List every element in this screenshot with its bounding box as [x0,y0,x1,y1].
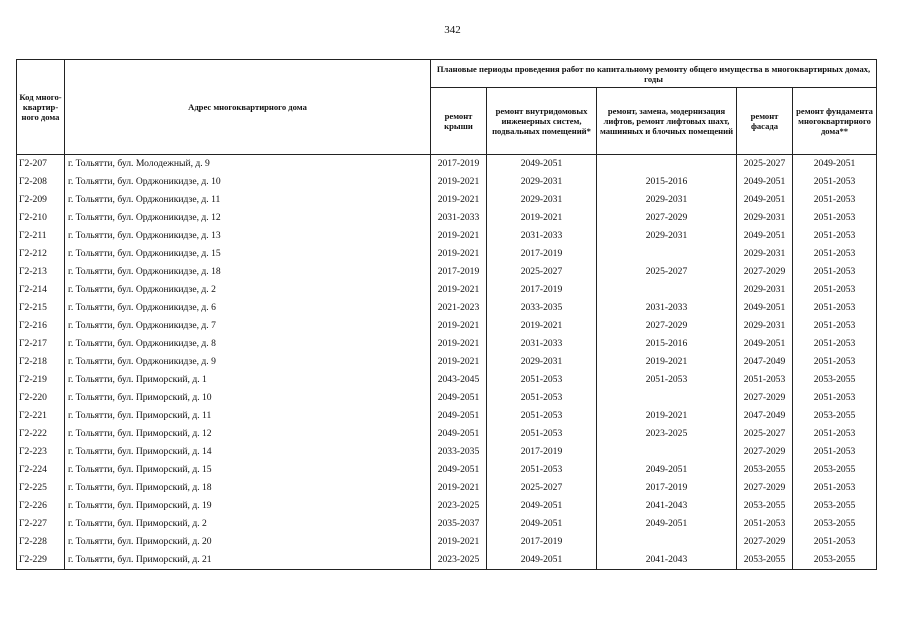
cell-facade: 2047-2049 [737,353,793,371]
cell-roof: 2035-2037 [431,515,487,533]
cell-code: Г2-227 [17,515,65,533]
cell-code: Г2-220 [17,389,65,407]
cell-facade: 2027-2029 [737,443,793,461]
cell-roof: 2019-2021 [431,173,487,191]
cell-systems: 2019-2021 [487,317,597,335]
cell-foundation: 2051-2053 [793,479,877,497]
table-row [17,461,877,479]
cell-foundation: 2053-2055 [793,515,877,533]
cell-foundation: 2051-2053 [793,263,877,281]
cell-facade: 2027-2029 [737,389,793,407]
cell-code: Г2-207 [17,155,65,174]
cell-code: Г2-224 [17,461,65,479]
cell-systems: 2025-2027 [487,263,597,281]
cell-facade: 2029-2031 [737,209,793,227]
header-systems: ремонт внутридомовых инженерных систем, подвальных помещений* [487,88,597,155]
cell-lifts: 2023-2025 [597,425,737,443]
cell-systems: 2049-2051 [487,155,597,174]
table-row [17,479,877,497]
cell-roof: 2049-2051 [431,407,487,425]
cell-lifts [597,443,737,461]
cell-foundation: 2051-2053 [793,335,877,353]
cell-facade: 2049-2051 [737,227,793,245]
cell-facade: 2029-2031 [737,281,793,299]
cell-systems: 2017-2019 [487,281,597,299]
cell-roof: 2019-2021 [431,353,487,371]
table-row [17,281,877,299]
cell-code: Г2-217 [17,335,65,353]
cell-roof: 2023-2025 [431,551,487,570]
table-row [17,353,877,371]
cell-facade: 2027-2029 [737,479,793,497]
cell-systems: 2029-2031 [487,191,597,209]
cell-roof: 2049-2051 [431,389,487,407]
table-row [17,227,877,245]
cell-address: г. Тольятти, бул. Приморский, д. 21 [65,551,431,570]
cell-lifts: 2041-2043 [597,497,737,515]
cell-address: г. Тольятти, бул. Орджоникидзе, д. 8 [65,335,431,353]
table-row [17,425,877,443]
cell-code: Г2-221 [17,407,65,425]
cell-facade: 2053-2055 [737,497,793,515]
table-row [17,173,877,191]
header-lifts: ремонт, замена, модернизация лифтов, ремонт лифтовых шахт, машинных и блочных помещений [597,88,737,155]
cell-facade: 2049-2051 [737,173,793,191]
table-body [17,155,877,570]
cell-roof: 2043-2045 [431,371,487,389]
cell-lifts [597,533,737,551]
cell-address: г. Тольятти, бул. Приморский, д. 10 [65,389,431,407]
cell-code: Г2-208 [17,173,65,191]
cell-roof: 2031-2033 [431,209,487,227]
cell-facade: 2029-2031 [737,317,793,335]
cell-foundation: 2051-2053 [793,299,877,317]
cell-address: г. Тольятти, бул. Орджоникидзе, д. 10 [65,173,431,191]
cell-lifts: 2019-2021 [597,353,737,371]
cell-address: г. Тольятти, бул. Приморский, д. 14 [65,443,431,461]
table-row [17,533,877,551]
cell-systems: 2031-2033 [487,227,597,245]
cell-roof: 2019-2021 [431,479,487,497]
cell-facade: 2047-2049 [737,407,793,425]
cell-foundation: 2051-2053 [793,227,877,245]
cell-lifts: 2041-2043 [597,551,737,570]
cell-roof: 2033-2035 [431,443,487,461]
cell-lifts: 2027-2029 [597,209,737,227]
cell-code: Г2-209 [17,191,65,209]
cell-roof: 2019-2021 [431,227,487,245]
cell-systems: 2025-2027 [487,479,597,497]
cell-address: г. Тольятти, бул. Приморский, д. 19 [65,497,431,515]
cell-lifts: 2029-2031 [597,227,737,245]
cell-roof: 2019-2021 [431,533,487,551]
cell-foundation: 2051-2053 [793,425,877,443]
header-code: Код много-квартир-ного дома [17,60,65,155]
cell-systems: 2051-2053 [487,371,597,389]
cell-code: Г2-225 [17,479,65,497]
cell-foundation: 2051-2053 [793,443,877,461]
cell-address: г. Тольятти, бул. Приморский, д. 2 [65,515,431,533]
page-number: 342 [444,24,461,36]
cell-address: г. Тольятти, бул. Приморский, д. 1 [65,371,431,389]
table-row [17,191,877,209]
cell-facade: 2029-2031 [737,245,793,263]
cell-roof: 2017-2019 [431,155,487,174]
cell-facade: 2053-2055 [737,551,793,570]
table-row [17,407,877,425]
table-row [17,263,877,281]
table-row [17,209,877,227]
cell-code: Г2-211 [17,227,65,245]
cell-systems: 2051-2053 [487,407,597,425]
table-row [17,335,877,353]
cell-systems: 2051-2053 [487,461,597,479]
cell-code: Г2-216 [17,317,65,335]
cell-foundation: 2053-2055 [793,461,877,479]
cell-code: Г2-212 [17,245,65,263]
cell-systems: 2051-2053 [487,425,597,443]
cell-foundation: 2053-2055 [793,551,877,570]
cell-foundation: 2053-2055 [793,407,877,425]
cell-address: г. Тольятти, бул. Приморский, д. 11 [65,407,431,425]
cell-roof: 2049-2051 [431,425,487,443]
cell-facade: 2027-2029 [737,263,793,281]
cell-systems: 2017-2019 [487,533,597,551]
cell-lifts: 2029-2031 [597,191,737,209]
cell-foundation: 2051-2053 [793,173,877,191]
cell-foundation: 2051-2053 [793,317,877,335]
header-address: Адрес многоквартирного дома [65,60,431,155]
cell-roof: 2019-2021 [431,245,487,263]
cell-systems: 2029-2031 [487,173,597,191]
cell-foundation: 2051-2053 [793,209,877,227]
cell-foundation: 2053-2055 [793,371,877,389]
cell-code: Г2-214 [17,281,65,299]
cell-code: Г2-226 [17,497,65,515]
cell-address: г. Тольятти, бул. Орджоникидзе, д. 12 [65,209,431,227]
table-row [17,317,877,335]
cell-systems: 2019-2021 [487,209,597,227]
cell-address: г. Тольятти, бул. Орджоникидзе, д. 15 [65,245,431,263]
cell-lifts [597,155,737,174]
cell-code: Г2-228 [17,533,65,551]
cell-systems: 2017-2019 [487,245,597,263]
cell-lifts: 2031-2033 [597,299,737,317]
cell-code: Г2-229 [17,551,65,570]
cell-code: Г2-213 [17,263,65,281]
cell-lifts: 2049-2051 [597,461,737,479]
cell-roof: 2019-2021 [431,191,487,209]
table-row [17,551,877,570]
cell-facade: 2027-2029 [737,533,793,551]
cell-facade: 2049-2051 [737,299,793,317]
cell-systems: 2049-2051 [487,497,597,515]
cell-lifts: 2015-2016 [597,335,737,353]
cell-systems: 2049-2051 [487,515,597,533]
cell-address: г. Тольятти, бул. Орджоникидзе, д. 9 [65,353,431,371]
cell-roof: 2019-2021 [431,317,487,335]
repair-schedule-table [16,59,877,570]
cell-lifts: 2027-2029 [597,317,737,335]
cell-roof: 2019-2021 [431,335,487,353]
cell-facade: 2051-2053 [737,515,793,533]
cell-foundation: 2051-2053 [793,245,877,263]
cell-facade: 2025-2027 [737,425,793,443]
table-row [17,155,877,174]
cell-address: г. Тольятти, бул. Орджоникидзе, д. 2 [65,281,431,299]
cell-systems: 2029-2031 [487,353,597,371]
table-row [17,443,877,461]
cell-lifts: 2051-2053 [597,371,737,389]
cell-address: г. Тольятти, бул. Орджоникидзе, д. 18 [65,263,431,281]
cell-lifts: 2019-2021 [597,407,737,425]
cell-address: г. Тольятти, бул. Орджоникидзе, д. 11 [65,191,431,209]
cell-facade: 2025-2027 [737,155,793,174]
cell-foundation: 2051-2053 [793,281,877,299]
cell-address: г. Тольятти, бул. Молодежный, д. 9 [65,155,431,174]
cell-code: Г2-210 [17,209,65,227]
cell-systems: 2031-2033 [487,335,597,353]
cell-systems: 2051-2053 [487,389,597,407]
table-row [17,515,877,533]
cell-roof: 2023-2025 [431,497,487,515]
cell-roof: 2049-2051 [431,461,487,479]
cell-facade: 2049-2051 [737,335,793,353]
table-row [17,371,877,389]
cell-foundation: 2051-2053 [793,389,877,407]
cell-lifts: 2017-2019 [597,479,737,497]
cell-address: г. Тольятти, бул. Приморский, д. 12 [65,425,431,443]
cell-roof: 2019-2021 [431,281,487,299]
cell-lifts: 2049-2051 [597,515,737,533]
cell-code: Г2-218 [17,353,65,371]
cell-address: г. Тольятти, бул. Приморский, д. 18 [65,479,431,497]
cell-address: г. Тольятти, бул. Приморский, д. 15 [65,461,431,479]
cell-systems: 2033-2035 [487,299,597,317]
cell-systems: 2049-2051 [487,551,597,570]
cell-foundation: 2051-2053 [793,533,877,551]
cell-roof: 2017-2019 [431,263,487,281]
table-row [17,389,877,407]
cell-code: Г2-219 [17,371,65,389]
table-row [17,299,877,317]
cell-address: г. Тольятти, бул. Приморский, д. 20 [65,533,431,551]
header-roof: ремонт крыши [431,88,487,155]
cell-lifts [597,245,737,263]
cell-lifts: 2015-2016 [597,173,737,191]
cell-foundation: 2053-2055 [793,497,877,515]
cell-foundation: 2049-2051 [793,155,877,174]
cell-code: Г2-223 [17,443,65,461]
cell-foundation: 2051-2053 [793,353,877,371]
header-facade: ремонт фасада [737,88,793,155]
cell-lifts [597,389,737,407]
cell-code: Г2-215 [17,299,65,317]
cell-foundation: 2051-2053 [793,191,877,209]
cell-roof: 2021-2023 [431,299,487,317]
cell-code: Г2-222 [17,425,65,443]
header-foundation: ремонт фундамента многоквартирного дома** [793,88,877,155]
cell-address: г. Тольятти, бул. Орджоникидзе, д. 13 [65,227,431,245]
cell-facade: 2049-2051 [737,191,793,209]
cell-facade: 2053-2055 [737,461,793,479]
header-group: Плановые периоды проведения работ по капитальному ремонту общего имущества в многоквартирных домах, годы [431,60,877,88]
table-row [17,497,877,515]
cell-address: г. Тольятти, бул. Орджоникидзе, д. 7 [65,317,431,335]
cell-lifts: 2025-2027 [597,263,737,281]
cell-systems: 2017-2019 [487,443,597,461]
cell-facade: 2051-2053 [737,371,793,389]
cell-address: г. Тольятти, бул. Орджоникидзе, д. 6 [65,299,431,317]
table-row [17,245,877,263]
cell-lifts [597,281,737,299]
